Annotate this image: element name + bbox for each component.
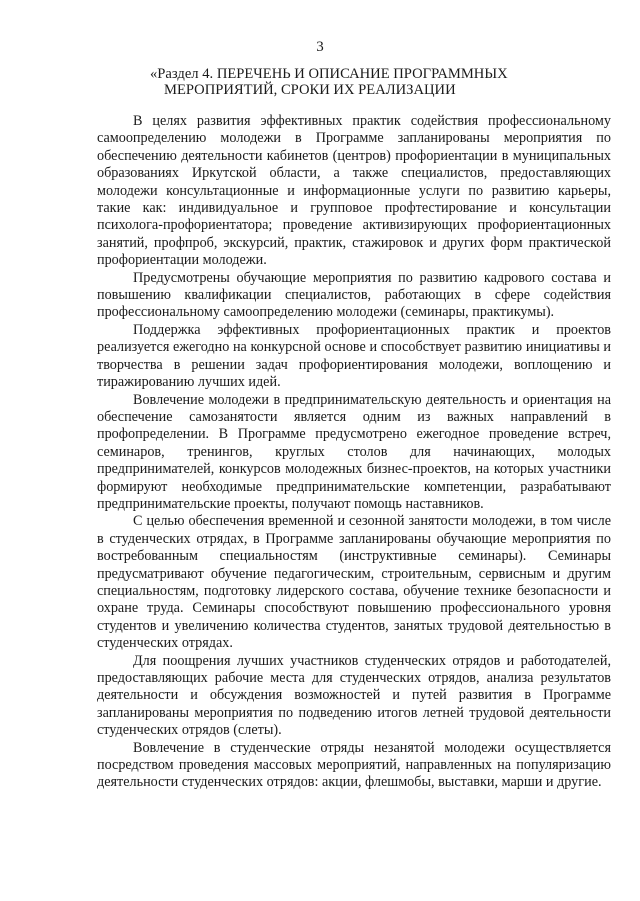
paragraph-project-support: Поддержка эффективных профориентационных практик и проектов реализуется ежегодно на конкурсной основе и способствует развитию инициативы и творчества в решении задач профориентирования молодежи, воплощению и тиражированию лучших идей.: [97, 321, 611, 391]
paragraph-student-team-rallies: Для поощрения лучших участников студенческих отрядов и работодателей, предоставляющих рабочие места для студенческих отрядов, анализа результатов деятельности и обсуждения возможностей и путей развития в Программе запланированы мероприятия по подведению итогов летней трудовой деятельности студенческих отрядов (слеты).: [97, 652, 611, 739]
page-number: 3: [316, 39, 324, 55]
document-body: [97, 113, 611, 792]
paragraph-staff-training: Предусмотрены обучающие мероприятия по развитию кадрового состава и повышению квалификации специалистов, работающих в сфере содействия профессиональному самоопределению молодежи (семинары, практикумы).: [97, 269, 611, 321]
paragraph-student-employment: С целью обеспечения временной и сезонной занятости молодежи, в том числе в студенческих отрядах, в Программе запланированы обучающие мероприятия по востребованным специальностям (инструктивные семинары). Семинары предусматривают обучение педагогическим, строительным, сервисным и другим специальностям, подготовку лидерского состава, обучение технике безопасности и охране труда. Семинары способствуют повышению профессионального уровня студентов и увеличению количества студентов, занятых трудовой деятельностью в студенческих отрядах.: [97, 513, 611, 652]
section-heading: [150, 66, 610, 98]
paragraph-career-guidance-practices: В целях развития эффективных практик содействия профессиональному самоопределению молодежи в Программе запланированы мероприятия по обеспечению деятельности кабинетов (центров) профориентации в муниципальных образованиях Иркутской области, а также специалистов, предоставляющих молодежи консультационные и информационные услуги по развитию карьеры, такие как: индивидуальное и групповое профтестирование и консультации психолога-профориентатора; проведение активизирующих профориентационных занятий, профпроб, экскурсий, практик, стажировок и других форм практической профориентации молодежи.: [97, 113, 611, 269]
section-heading-line-2: МЕРОПРИЯТИЙ, СРОКИ ИХ РЕАЛИЗАЦИИ: [164, 82, 456, 98]
section-heading-line-1: «Раздел 4. ПЕРЕЧЕНЬ И ОПИСАНИЕ ПРОГРАММНЫХ: [150, 66, 508, 82]
paragraph-entrepreneurship: Вовлечение молодежи в предпринимательскую деятельность и ориентация на обеспечение самозанятости является одним из важных направлений в профопределении. В Программе предусмотрено ежегодное проведение встреч, семинаров, тренингов, круглых столов для начинающих, молодых предпринимателей, конкурсов молодежных бизнес-проектов, на которых участники формируют необходимые предпринимательские компетенции, разрабатывают предпринимательские проекты, получают помощь наставников.: [97, 391, 611, 512]
paragraph-student-team-popularization: Вовлечение в студенческие отряды незанятой молодежи осуществляется посредством проведения массовых мероприятий, направленных на популяризацию деятельности студенческих отрядов: акции, флешмобы, выставки, марши и другие.: [97, 739, 611, 791]
